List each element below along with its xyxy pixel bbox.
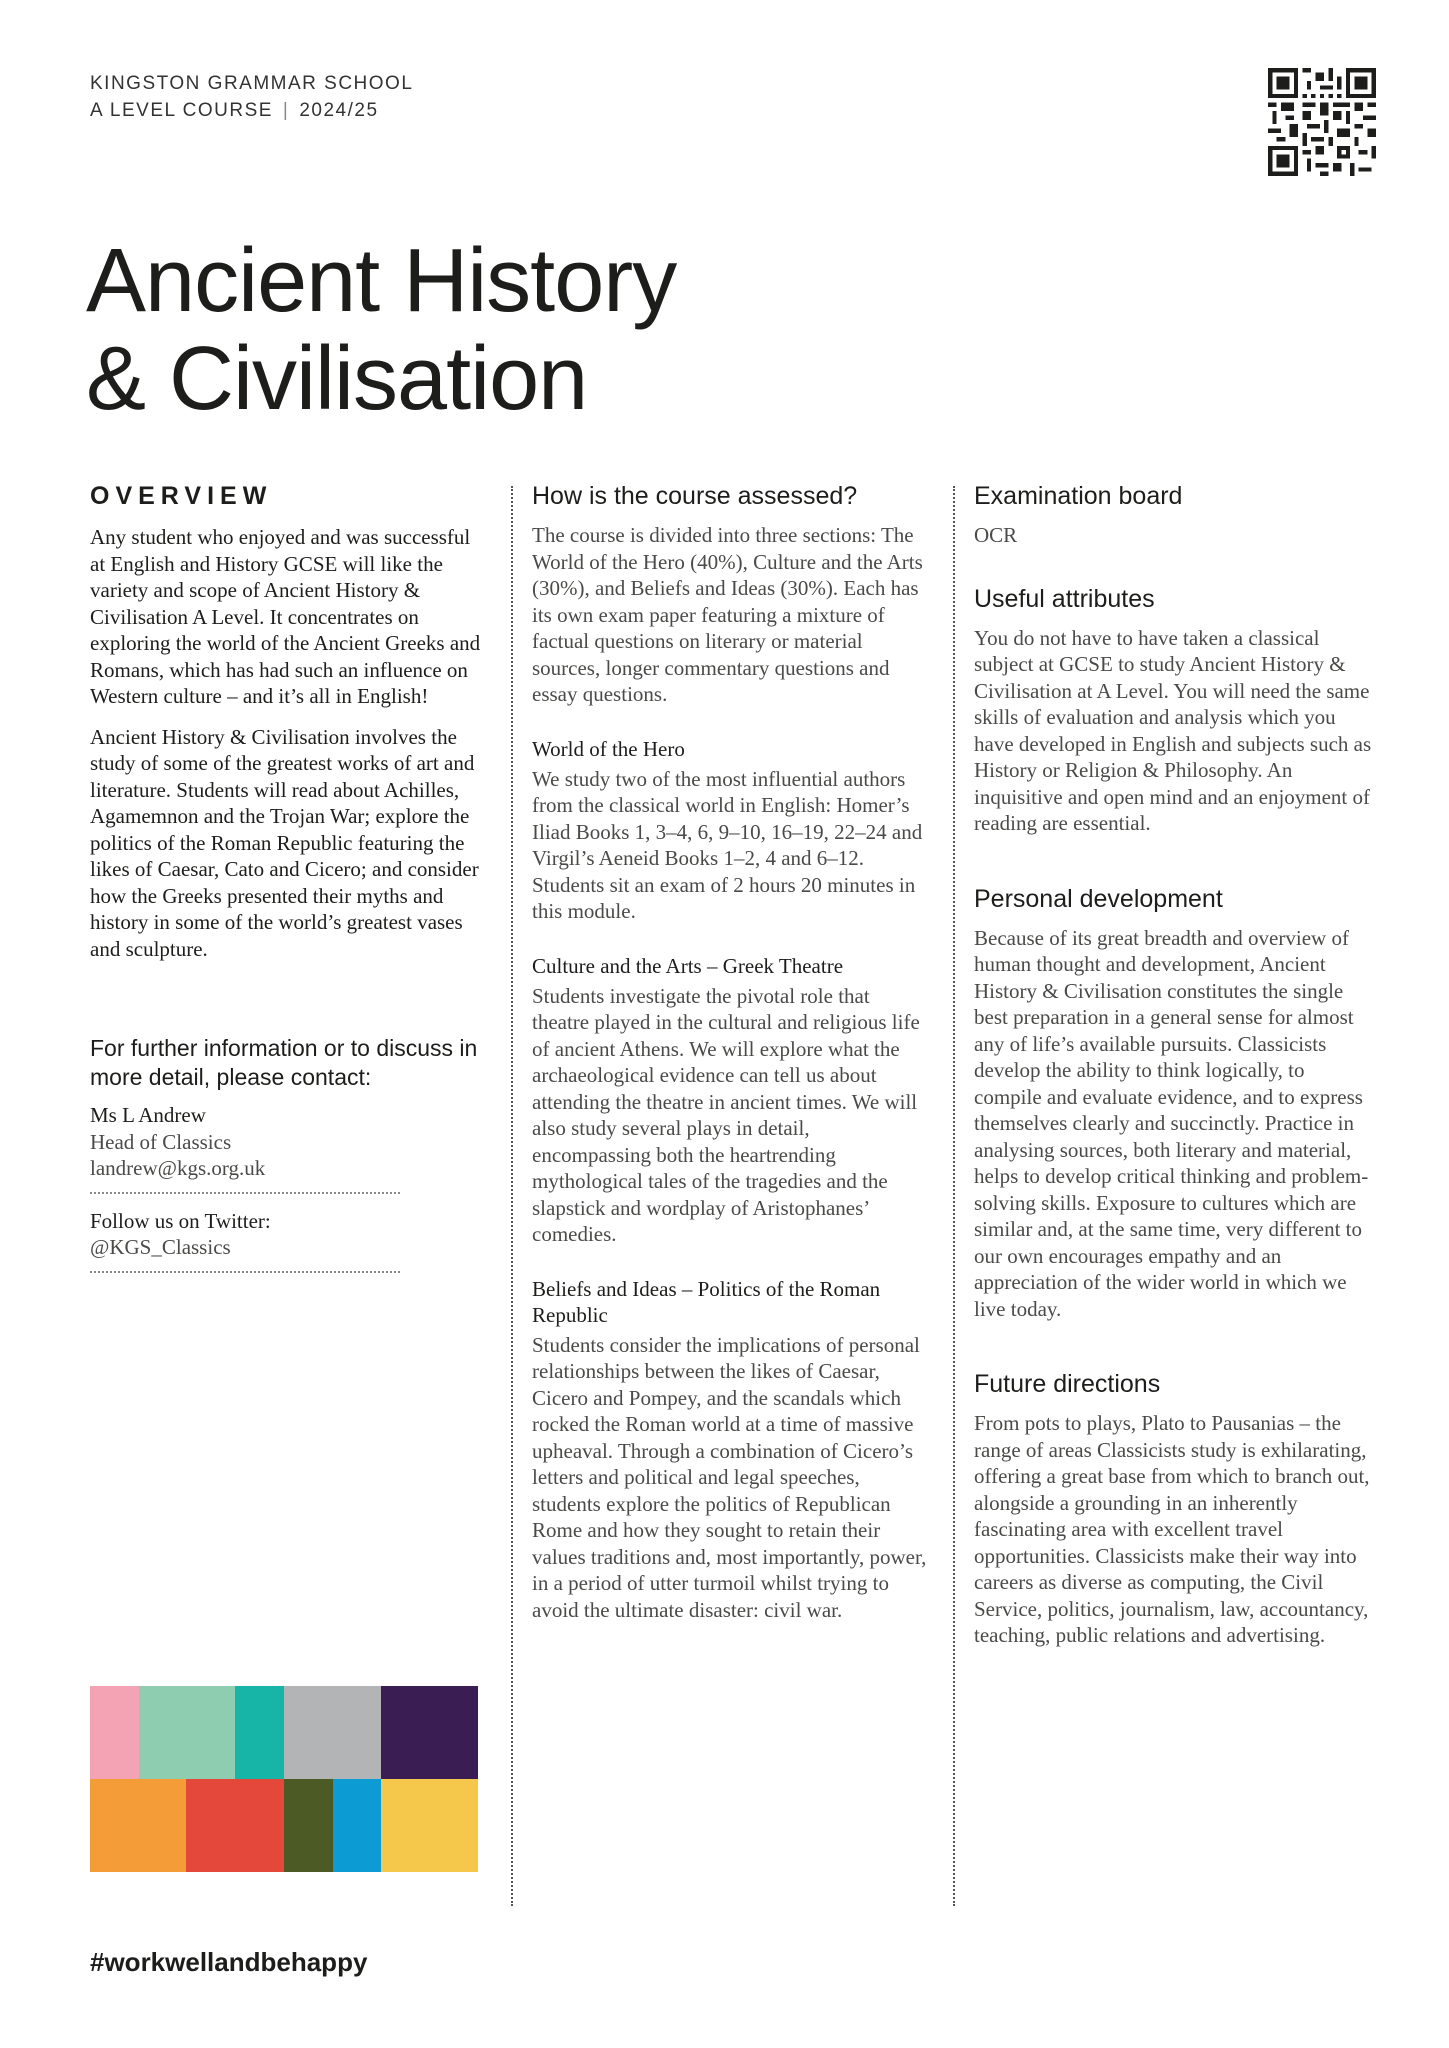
qr-code-icon[interactable] xyxy=(1268,68,1376,176)
exam-board-value: OCR xyxy=(974,523,1018,547)
overview-column xyxy=(90,480,490,1287)
course-line xyxy=(90,97,413,124)
school-header xyxy=(90,70,413,124)
swatch xyxy=(186,1779,284,1872)
culture-text: Students investigate the pivotal role that theatre played in the cultural and religious life of ancient Athens. We will explore what the archaeological evidence can tell us about attending the theatre in ancient times. We will also study several plays in detail, encompassing both the heartrending mythological tales of the tragedies and the slapstick and wordplay of Aristophanes’ comedies. xyxy=(532,983,920,1246)
personal-development-heading: Personal development xyxy=(974,884,1223,913)
swatch xyxy=(235,1686,284,1779)
beliefs-text: Students consider the implications of personal relationships between the likes of Caesar, Cicero and Pompey, and the scandals which rocked the Roman world at a time of massive upheaval. Through a combination of Cicero’s letters and political and legal speeches, students explore the politics of Republican Rome and how they sought to retain their values traditions and, most importantly, power, in a period of utter turmoil whilst trying to avoid the ultimate disaster: civil war. xyxy=(532,1332,927,1622)
swatch xyxy=(381,1686,478,1779)
hero-text: We study two of the most influential authors from the classical world in English: Homer’s Iliad Books 1, 3–4, 6, 9–10, 16–19, 22–24 and Virgil’s Aeneid Books 1–2, 4 and 6–12. Students sit an exam of 2 hours 20 minutes in this module. xyxy=(532,766,923,923)
assessment-column xyxy=(532,480,932,1623)
swatch xyxy=(284,1779,333,1872)
attributes-heading: Useful attributes xyxy=(974,584,1155,613)
twitter-handle[interactable]: @KGS_Classics xyxy=(90,1235,231,1259)
dotted-divider xyxy=(90,1271,400,1273)
contact-email[interactable]: landrew@kgs.org.uk xyxy=(90,1156,266,1180)
swatch xyxy=(139,1686,235,1779)
title-line-2: & Civilisation xyxy=(86,329,588,429)
future-directions-heading: Future directions xyxy=(974,1370,1161,1398)
twitter-label: Follow us on Twitter: xyxy=(90,1208,271,1233)
personal-development-text: Because of its great breadth and overview of human thought and development, Ancient History & Civilisation constitutes the single best preparation in a general sense for almost any of life’s available pursuits. Classicists develop the ability to think logically, to compile and evaluate evidence, and to express themselves clearly and succinctly. Practice in analysing sources, both literary and material, helps to develop critical thinking and problem-solving skills. Exposure to cultures which are similar and, at the same time, very different to our own encourages empathy and an appreciation of the wider world in which we live today. xyxy=(974,925,1369,1321)
swatch xyxy=(381,1779,478,1872)
course-year: 2024/25 xyxy=(299,100,379,121)
title-line-1: Ancient History xyxy=(86,231,677,331)
beliefs-heading: Beliefs and Ideas – Politics of the Roman Republic xyxy=(532,1276,881,1327)
attributes-text: You do not have to have taken a classical subject at GCSE to study Ancient History & Civilisation at A Level. You will need the same skills of evaluation and analysis which you have developed in English and subjects such as History or Religion & Philosophy. An inquisitive and open mind and an enjoyment of reading are essential. xyxy=(974,625,1372,835)
course-label: A LEVEL COURSE xyxy=(90,100,273,121)
hashtag: #workwellandbehappy xyxy=(90,1947,368,1977)
colour-swatch-block xyxy=(90,1686,478,1872)
culture-heading: Culture and the Arts – Greek Theatre xyxy=(532,953,844,978)
page-title xyxy=(86,232,676,428)
dotted-divider xyxy=(90,1192,400,1194)
contact-role: Head of Classics xyxy=(90,1129,232,1154)
swatch xyxy=(284,1686,381,1779)
column-divider xyxy=(953,486,955,1906)
column-divider xyxy=(511,486,513,1906)
overview-paragraph: Ancient History & Civilisation involves the study of some of the greatest works of art and literature. Students will read about Achilles, Agamemnon and the Trojan War; explore the politics of the Roman Republic featuring the likes of Caesar, Cato and Cicero; and consider how the Greeks presented their myths and history in some of the world’s greatest vases and sculpture. xyxy=(90,724,479,961)
contact-heading: For further information or to discuss in more detail, please contact: xyxy=(90,1035,478,1090)
assessment-intro: The course is divided into three sections: The World of the Hero (40%), Culture and the Arts (30%), and Beliefs and Ideas (30%). Each has its own exam paper featuring a mixture of factual questions on literary or material sources, longer commentary questions and essay questions. xyxy=(532,523,923,706)
school-name: KINGSTON GRAMMAR SCHOOL xyxy=(90,73,414,94)
hero-heading: World of the Hero xyxy=(532,736,685,761)
details-column xyxy=(974,480,1374,1649)
contact-name: Ms L Andrew xyxy=(90,1103,206,1127)
separator: | xyxy=(282,100,290,121)
overview-paragraph: Any student who enjoyed and was successful at English and History GCSE will like the variety and scope of Ancient History & Civilisation A Level. It concentrates on exploring the world of the Ancient Greeks and Romans, which has had such an influence on Western culture – and it’s all in English! xyxy=(90,525,481,708)
assessment-heading: How is the course assessed? xyxy=(532,482,858,510)
swatch xyxy=(90,1686,139,1779)
overview-heading: OVERVIEW xyxy=(90,482,273,510)
future-directions-text: From pots to plays, Plato to Pausanias – the range of areas Classicists study is exhilarating, offering a great base from which to branch out, alongside a grounding in an inherently fascinating area with excellent travel opportunities. Classicists make their way into careers as diverse as computing, the Civil Service, politics, journalism, law, accountancy, teaching, public relations and advertising. xyxy=(974,1411,1370,1647)
swatch xyxy=(90,1779,186,1872)
exam-board-heading: Examination board xyxy=(974,482,1183,510)
swatch xyxy=(333,1779,381,1872)
